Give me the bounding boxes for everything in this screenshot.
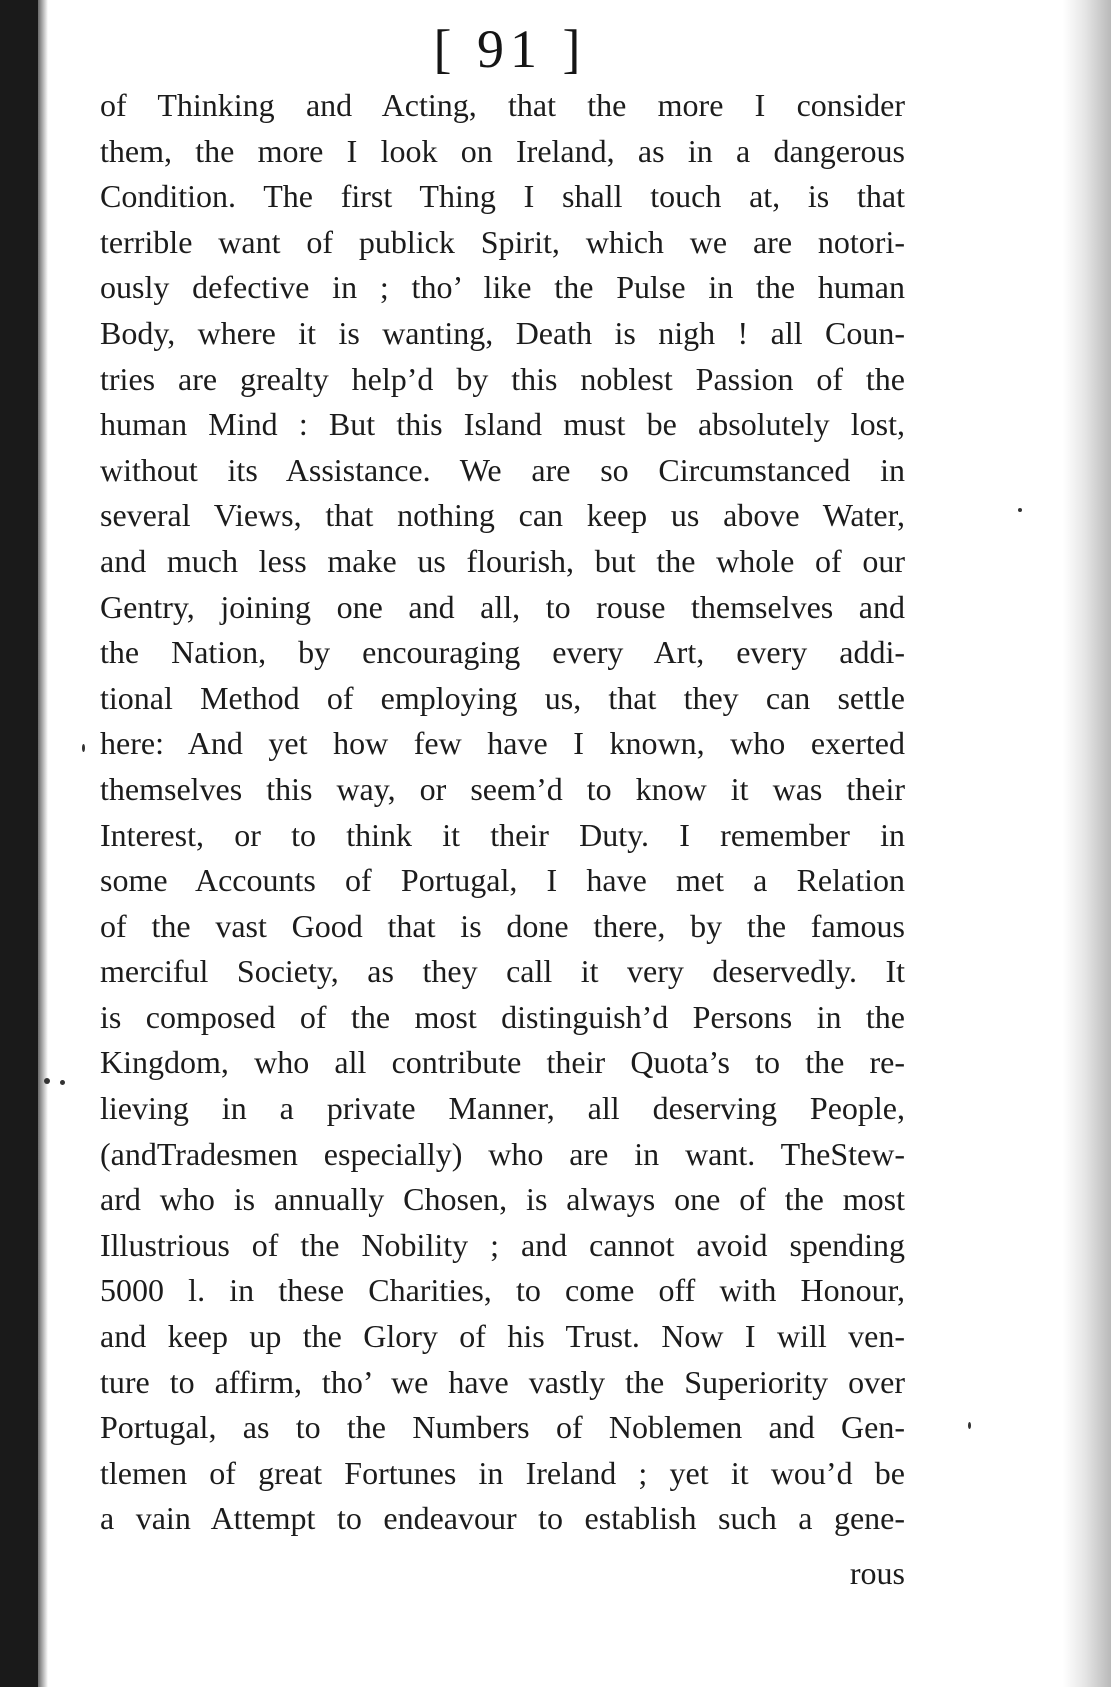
text-line: of Thinking and Acting, that the more I consider bbox=[100, 87, 905, 123]
text-line: tional Method of employing us, that they can settle bbox=[100, 679, 905, 716]
text-line: ously defective in ; tho’ like the Pulse in the human bbox=[100, 269, 905, 306]
text-line: without its Assistance. We are so Circumstanced in bbox=[100, 451, 905, 488]
scan-speck bbox=[968, 1422, 971, 1429]
text-line: Kingdom, who all contribute their Quota’s to the re- bbox=[100, 1044, 905, 1081]
text-line: Portugal, as to the Numbers of Noblemen and Gen- bbox=[100, 1409, 905, 1446]
text-line: is composed of the most distinguish’d Persons in the bbox=[100, 998, 905, 1035]
text-line: Body, where it is wanting, Death is nigh ! all Coun- bbox=[100, 314, 905, 351]
text-line: lieving in a private Manner, all deserving People, bbox=[100, 1090, 905, 1127]
text-line: 5000 l. in these Charities, to come off with Honour, bbox=[100, 1272, 905, 1309]
text-line: them, the more I look on Ireland, as in a dangerous bbox=[100, 132, 905, 169]
body-text bbox=[100, 83, 905, 1542]
text-line: and much less make us flourish, but the whole of our bbox=[100, 542, 905, 579]
text-line: human Mind : But this Island must be absolutely lost, bbox=[100, 406, 905, 443]
text-line: several Views, that nothing can keep us above Water, bbox=[100, 497, 905, 534]
page-number: [ 91 ] bbox=[433, 19, 587, 79]
text-line: ard who is annually Chosen, is always one of the most bbox=[100, 1181, 905, 1218]
scan-speck bbox=[60, 1080, 65, 1085]
text-line: themselves this way, or seem’d to know it was their bbox=[100, 770, 905, 807]
text-line: Illustrious of the Nobility ; and cannot avoid spending bbox=[100, 1226, 905, 1263]
catchword: rous bbox=[849, 1555, 905, 1591]
text-line: ture to affirm, tho’ we have vastly the Superiority over bbox=[100, 1363, 905, 1400]
text-line: Condition. The first Thing I shall touch at, is that bbox=[100, 178, 905, 215]
text-line: some Accounts of Portugal, I have met a Relation bbox=[100, 862, 905, 899]
text-line: Interest, or to think it their Duty. I remember in bbox=[100, 816, 905, 853]
text-line: a vain Attempt to endeavour to establish such a gene- bbox=[100, 1500, 905, 1537]
text-line: tlemen of great Fortunes in Ireland ; yet it wou’d be bbox=[100, 1454, 905, 1491]
text-line: and keep up the Glory of his Trust. Now I will ven- bbox=[100, 1318, 905, 1355]
text-line: merciful Society, as they call it very deservedly. It bbox=[100, 953, 905, 990]
text-line: (andTradesmen especially) who are in want. TheStew- bbox=[100, 1135, 905, 1172]
scan-speck bbox=[82, 744, 85, 752]
text-line: terrible want of publick Spirit, which we are notori- bbox=[100, 223, 905, 260]
scan-speck bbox=[1018, 508, 1022, 512]
text-line: of the vast Good that is done there, by the famous bbox=[100, 907, 905, 944]
text-line: tries are grealty help’d by this noblest Passion of the bbox=[100, 360, 905, 397]
text-line: the Nation, by encouraging every Art, every addi- bbox=[100, 634, 905, 671]
text-line: here: And yet how few have I known, who exerted bbox=[100, 725, 905, 762]
text-line: Gentry, joining one and all, to rouse themselves and bbox=[100, 588, 905, 625]
scan-speck bbox=[44, 1078, 50, 1084]
